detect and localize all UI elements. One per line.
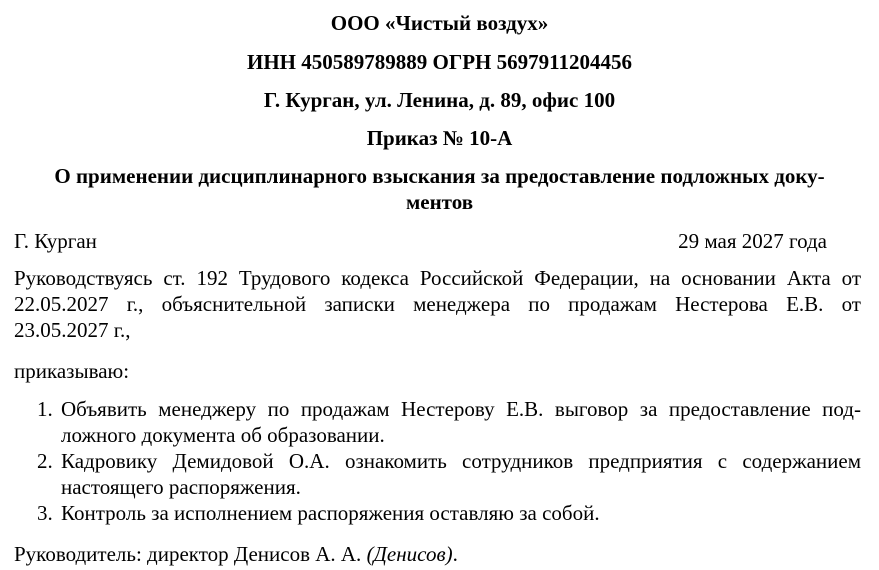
company-address: Г. Курган, ул. Ленина, д. 89, офис 100	[263, 88, 616, 112]
place-city: Г. Курган	[14, 229, 97, 253]
list-item	[14, 500, 861, 526]
list-item-line: Кадровику Демидовой О.А. ознакомить сотрудников предприятия с содержанием	[61, 449, 861, 473]
signature-name: (Денисов)	[366, 542, 453, 566]
list-item-line: Объявить менеджеру по продажам Нестерову Е.В. выговор за предоставление под-	[61, 397, 861, 421]
order-number: Приказ № 10-А	[366, 126, 513, 150]
list-item	[14, 396, 861, 448]
order-items-list	[14, 396, 861, 526]
list-item-number: 2.	[37, 449, 53, 473]
list-item-number: 3.	[37, 501, 53, 525]
order-title-line: О применении дисциплинарного взыскания за предоставление подложных доку-	[54, 164, 825, 188]
signature-end: .	[452, 542, 458, 566]
preamble-line: Руководствуясь ст. 192 Трудового кодекса Российской Федерации, на основании Акта от	[14, 266, 861, 290]
list-item	[14, 448, 861, 500]
list-item-line: настоящего распоряжения.	[61, 475, 301, 499]
preamble-line: 23.05.2027 г.,	[14, 318, 131, 342]
order-date: 29 мая 2027 года	[678, 229, 827, 253]
company-name: ООО «Чистый воздух»	[330, 11, 549, 35]
order-word: приказываю:	[14, 359, 130, 383]
list-item-line: Контроль за исполнением распоряжения оставляю за собой.	[61, 501, 600, 525]
list-item-number: 1.	[37, 397, 53, 421]
preamble-paragraph	[14, 265, 861, 343]
order-title-line: ментов	[405, 190, 474, 214]
list-item-line: ложного документа об образовании.	[61, 423, 385, 447]
signature-line	[14, 541, 458, 567]
signature-label: Руководитель: директор Денисов А. А.	[14, 542, 362, 566]
company-requisites: ИНН 450589789889 ОГРН 5697911204456	[247, 50, 632, 74]
preamble-line: 22.05.2027 г., объяснительной записки менеджера по продажам Нестерова Е.В. от	[14, 292, 861, 316]
order-title	[18, 163, 861, 215]
